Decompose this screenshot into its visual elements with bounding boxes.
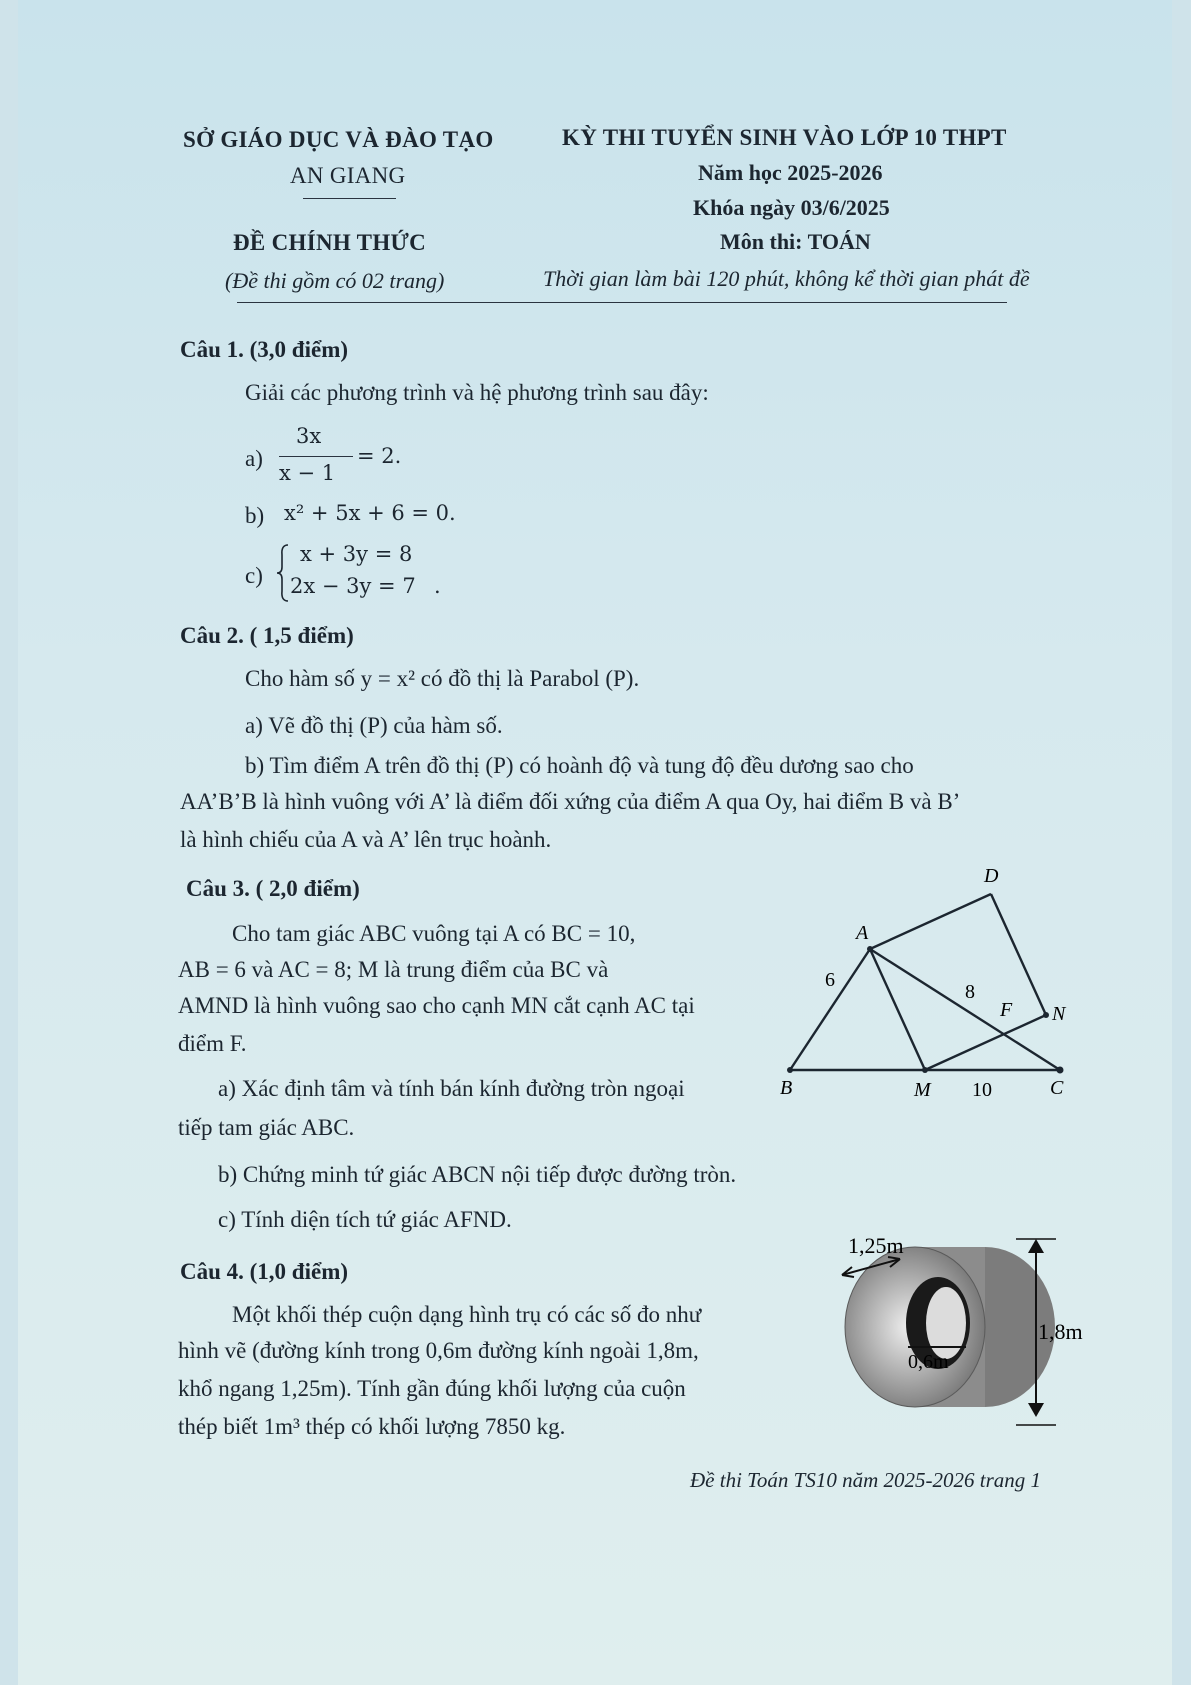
q3a-line-2: tiếp tam giác ABC. [178, 1115, 355, 1140]
q3c: c) Tính diện tích tứ giác AFND. [218, 1207, 512, 1232]
q4-steel-coil-figure [820, 1235, 1100, 1430]
q3-geometry-figure [770, 860, 1090, 1100]
q3b: b) Chứng minh tứ giác ABCN nội tiếp được đường tròn. [218, 1162, 737, 1187]
q1a-numerator: 3x [296, 424, 322, 448]
label-n: N [1052, 1003, 1066, 1025]
exam-title: KỲ THI TUYỂN SINH VÀO LỚP 10 THPT [562, 125, 1007, 150]
q1c-label: c) [245, 563, 263, 588]
point-b [787, 1067, 793, 1073]
q3-line-2: AB = 6 và AC = 8; M là trung điểm của BC và [178, 957, 609, 982]
label-f: F [1000, 999, 1013, 1021]
label-m: M [914, 1079, 931, 1100]
point-c [1057, 1067, 1064, 1074]
q2b-line-1: b) Tìm điểm A trên đồ thị (P) có hoành độ và tung độ đều dương sao cho [245, 753, 914, 778]
label-c: C [1050, 1077, 1064, 1099]
point-n [1043, 1012, 1049, 1018]
segment-ab [790, 949, 870, 1070]
time-note: Thời gian làm bài 120 phút, không kể thời gian phát đề [543, 266, 1030, 291]
q4-line-2: hình vẽ (đường kính trong 0,6m đường kính ngoài 1,8m, [178, 1338, 699, 1363]
label-b: B [780, 1077, 793, 1099]
q1b-equation: x² + 5x + 6 = 0. [284, 501, 456, 525]
label-outer-diameter: 1,8m [1038, 1319, 1083, 1344]
q1c-period: . [434, 574, 441, 598]
height-arrow-head-bottom [1028, 1403, 1044, 1417]
q1a-label: a) [245, 446, 263, 471]
q4-title: Câu 4. (1,0 điểm) [180, 1259, 349, 1284]
q2-title: Câu 2. ( 1,5 điểm) [180, 623, 354, 648]
height-arrow-head-top [1028, 1239, 1044, 1253]
q3-line-4: điểm F. [178, 1031, 247, 1056]
q3a-line-1: a) Xác định tâm và tính bán kính đường tròn ngoại [218, 1076, 685, 1101]
q1a-rhs: = 2. [357, 444, 402, 468]
q1c-equation-1: x + 3y = 8 [300, 542, 413, 566]
q3-title: Câu 3. ( 2,0 điểm) [186, 876, 360, 901]
q3-line-1: Cho tam giác ABC vuông tại A có BC = 10, [232, 921, 636, 946]
exam-subject: Môn thi: TOÁN [720, 229, 871, 254]
q2b-line-2: AA’B’B là hình vuông với A’ là điểm đối xứng của điểm A qua Oy, hai điểm B và B’ [180, 789, 961, 814]
q2b-line-3: là hình chiếu của A và A’ lên trục hoành. [180, 827, 552, 852]
pages-note: (Đề thi gồm có 02 trang) [225, 268, 445, 293]
q1-title: Câu 1. (3,0 điểm) [180, 337, 349, 362]
coil-inner-wall [926, 1287, 966, 1359]
province-name: AN GIANG [290, 163, 406, 188]
q3-line-3: AMND là hình vuông sao cho cạnh MN cắt cạnh AC tại [178, 993, 695, 1018]
q1-intro: Giải các phương trình và hệ phương trình sau đây: [245, 380, 709, 405]
label-width: 1,25m [848, 1235, 904, 1258]
exam-date: Khóa ngày 03/6/2025 [693, 195, 890, 220]
label-length-ab: 6 [825, 969, 835, 991]
q1c-equation-2: 2x − 3y = 7 [290, 574, 416, 598]
school-year: Năm học 2025-2026 [698, 160, 883, 185]
page-footer: Đề thi Toán TS10 năm 2025-2026 trang 1 [690, 1468, 1042, 1492]
label-a: A [856, 922, 869, 944]
point-a [867, 946, 873, 952]
segment-ad [870, 894, 991, 949]
segment-dn [991, 894, 1046, 1015]
label-d: D [984, 865, 999, 887]
q4-line-4: thép biết 1m³ thép có khối lượng 7850 kg. [178, 1414, 566, 1439]
header-divider [237, 302, 1007, 303]
label-length-ac: 8 [965, 981, 975, 1003]
label-inner-diameter: 0,6m [908, 1351, 949, 1373]
q1a-fraction-bar [279, 456, 353, 457]
q4-line-3: khổ ngang 1,25m). Tính gần đúng khối lượng của cuộn [178, 1376, 686, 1401]
department-name: SỞ GIÁO DỤC VÀ ĐÀO TẠO [183, 127, 494, 152]
q1b-label: b) [245, 503, 265, 528]
q1a-denominator: x − 1 [279, 461, 336, 485]
q2-intro: Cho hàm số y = x² có đồ thị là Parabol (P). [245, 666, 640, 691]
q2a: a) Vẽ đồ thị (P) của hàm số. [245, 713, 503, 738]
province-underline [303, 198, 396, 199]
q1c-system-brace [276, 543, 290, 603]
official-label: ĐỀ CHÍNH THỨC [233, 230, 427, 255]
point-m [922, 1067, 928, 1073]
label-length-mc: 10 [972, 1079, 992, 1100]
q4-line-1: Một khối thép cuộn dạng hình trụ có các số đo như [232, 1302, 702, 1327]
